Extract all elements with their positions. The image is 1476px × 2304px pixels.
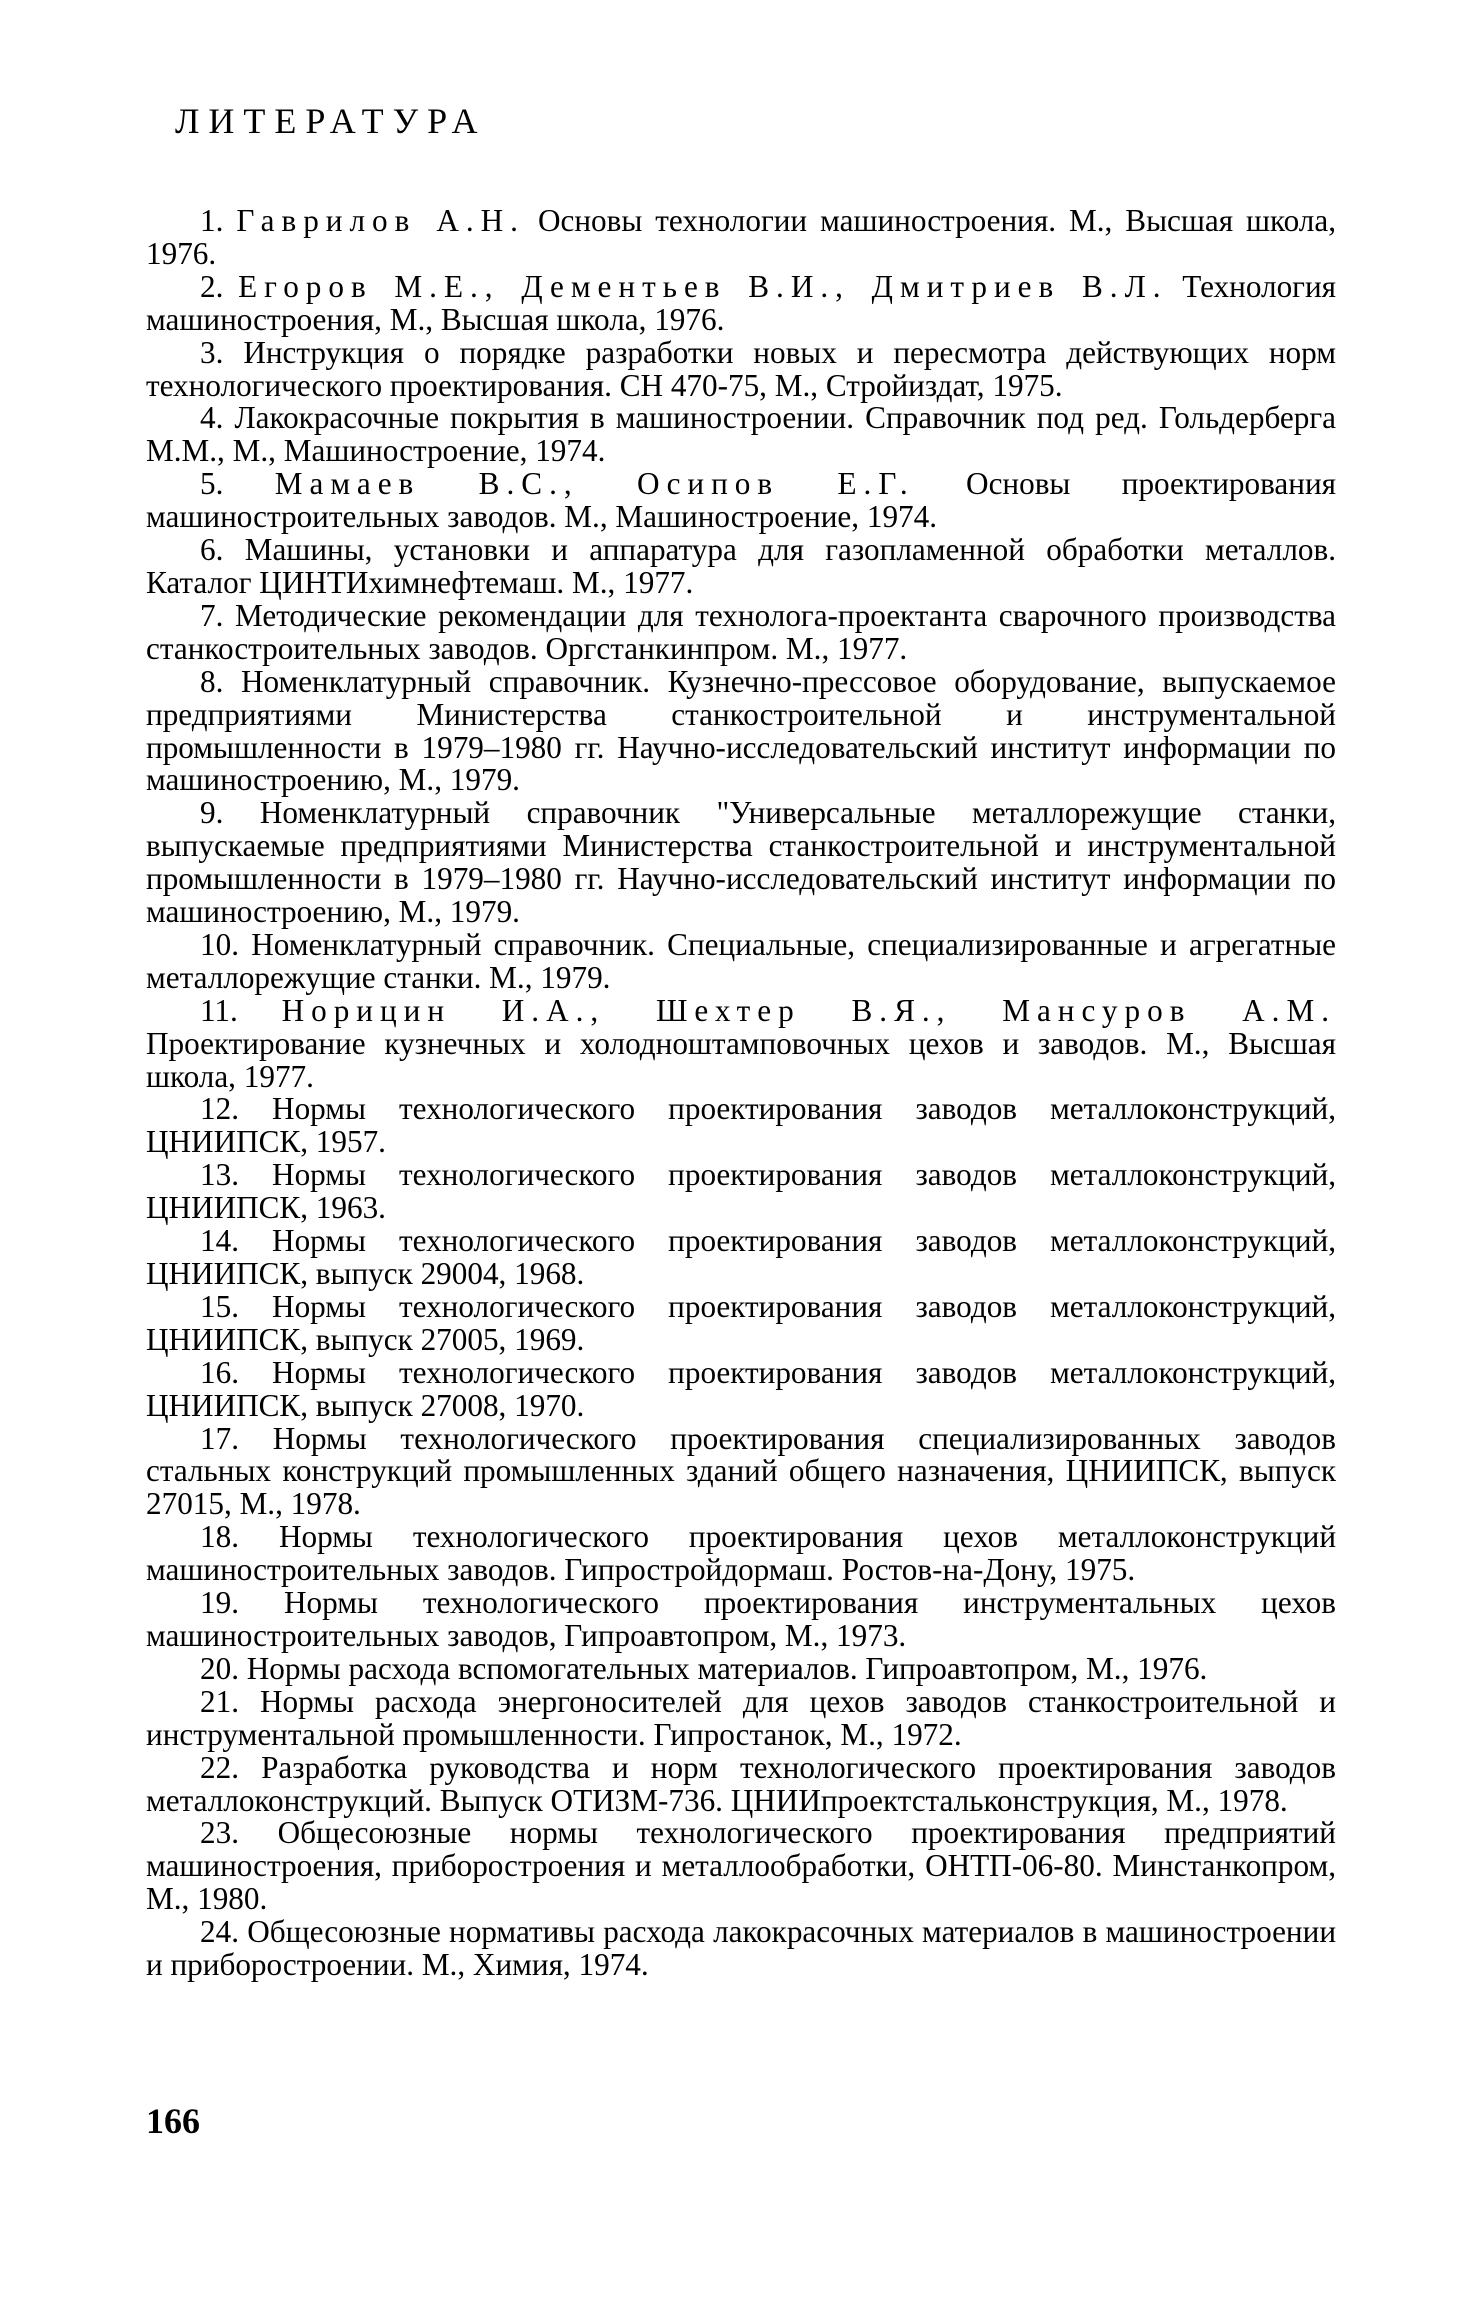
- reference-item: [146, 1288, 1336, 1357]
- reference-item: [146, 1683, 1337, 1752]
- reference-authors: Егоров М.Е., Дементьев В.И., Дмитриев В.Л.: [238, 268, 1168, 304]
- reference-text: Проектирование кузнечных и холодноштамповочных цехов и заводов. М., Высшая школа, 1977.: [146, 1025, 1336, 1094]
- reference-text: Машины, установки и аппаратура для газопламенной обработки металлов. Каталог ЦИНТИхимнефтемаш. М., 1977.: [146, 532, 1337, 600]
- reference-text: Нормы расхода вспомогательных материалов. Гипроавтопром, М., 1976.: [246, 1650, 1208, 1686]
- reference-text: Номенклатурный справочник. Специальные, специализированные и агрегатные металлорежущие станки. М., 1979.: [146, 926, 1337, 995]
- reference-text: Технология машиностроения, М., Высшая школа, 1976.: [146, 268, 1337, 337]
- reference-item: [146, 1916, 1336, 1982]
- reference-item: [146, 1093, 1336, 1159]
- reference-item: [146, 1521, 1336, 1587]
- reference-item: [146, 1817, 1336, 1916]
- reference-text: Основы технологии машиностроения. М., Высшая школа, 1976.: [146, 203, 1337, 271]
- reference-item: [146, 992, 1337, 1094]
- reference-item: [146, 1749, 1336, 1818]
- reference-text: Нормы технологического проектирования инструментальных цехов машиностроительных заводов, Гипроавтопром, М., 1973.: [146, 1585, 1336, 1653]
- reference-number: 22.: [200, 1749, 239, 1785]
- reference-text: Инструкция о порядке разработки новых и пересмотра действующих норм технологического проектирования. СН 470-75, М., Стройиздат, 1975.: [146, 334, 1337, 403]
- reference-number: 10.: [200, 926, 239, 962]
- reference-number: 9.: [200, 795, 224, 831]
- reference-text: Нормы расхода энергоносителей для цехов заводов станкостроительной и инструментальной промышленности. Гипростанок, М., 1972.: [146, 1683, 1337, 1752]
- reference-text: Номенклатурный справочник "Универсальные металлорежущие станки, выпускаемые предприятиями Министерства станкостроительной и инструментальной промышленности в 1979–1980 гг. Научно-исследовательский институт информации по машиностроению, М., 1979.: [146, 795, 1337, 930]
- reference-number: 7.: [200, 597, 224, 633]
- reference-number: 16.: [200, 1354, 239, 1390]
- reference-number: 17.: [200, 1420, 239, 1456]
- reference-number: 18.: [200, 1519, 239, 1555]
- reference-item: [146, 205, 1336, 271]
- reference-item: [146, 926, 1337, 995]
- reference-number: 12.: [200, 1091, 239, 1127]
- reference-number: 6.: [200, 532, 224, 568]
- reference-item: [146, 1420, 1336, 1522]
- reference-number: 21.: [200, 1683, 239, 1719]
- page-number: 166: [146, 2101, 200, 2141]
- reference-number: 3.: [200, 334, 224, 370]
- reference-text: Разработка руководства и норм технологического проектирования заводов металлоконструкций. Выпуск ОТИЗМ-736. ЦНИИпроектстальконструкция, М., 1978.: [146, 1749, 1336, 1818]
- reference-text: Лакокрасочные покрытия в машиностроении. Справочник под ред. Гольдерберга М.М., М., Машиностроение, 1974.: [146, 400, 1336, 469]
- reference-text: Нормы технологического проектирования заводов металлоконструкций, ЦНИИПСК, выпуск 27008, 1970.: [146, 1354, 1336, 1423]
- reference-text: Нормы технологического проектирования специализированных заводов стальных конструкций промышленных зданий общего назначения, ЦНИИПСК, выпуск 27015, М., 1978.: [146, 1420, 1336, 1522]
- reference-number: 1.: [200, 203, 224, 238]
- reference-item: [146, 1159, 1336, 1225]
- reference-item: [146, 1354, 1336, 1423]
- reference-text: Нормы технологического проектирования заводов металлоконструкций, ЦНИИПСК, выпуск 29004, 1968.: [146, 1223, 1336, 1291]
- reference-number: 4.: [200, 400, 224, 436]
- reference-text: Основы проектирования машиностроительных заводов. М., Машиностроение, 1974.: [146, 466, 1337, 535]
- reference-item: [146, 334, 1337, 403]
- reference-number: 8.: [200, 663, 224, 699]
- reference-item: [146, 797, 1336, 929]
- reference-text: Общесоюзные нормативы расхода лакокрасочных материалов в машиностроении и приборостроении. М., Химия, 1974.: [146, 1914, 1337, 1983]
- reference-text: Нормы технологического проектирования заводов металлоконструкций, ЦНИИПСК, 1963.: [146, 1157, 1336, 1226]
- reference-item: [146, 663, 1336, 798]
- reference-number: 14.: [200, 1223, 239, 1259]
- reference-item: [146, 268, 1337, 337]
- reference-number: 2.: [200, 268, 224, 304]
- reference-text: Нормы технологического проектирования заводов металлоконструкций, ЦНИИПСК, 1957.: [146, 1091, 1336, 1160]
- reference-authors: Норицин И.А., Шехтер В.Я., Мансуров А.М.: [281, 992, 1337, 1028]
- reference-item: [146, 402, 1336, 468]
- reference-authors: Гаврилов А.Н.: [236, 203, 525, 238]
- reference-number: 11.: [200, 992, 238, 1028]
- reference-text: Номенклатурный справочник. Кузнечно-прессовое оборудование, выпускаемое предприятиями Министерства станкостроительной и инструментальной промышленности в 1979–1980 гг. Научно-исследовательский институт информации по машиностроению, М., 1979.: [146, 663, 1336, 798]
- reference-item: [146, 468, 1336, 534]
- reference-text: Общесоюзные нормы технологического проектирования предприятий машиностроения, приборостроения и металлообработки, ОНТП-06-80. Минстанкопром, М., 1980.: [146, 1815, 1336, 1917]
- reference-item: [146, 1587, 1336, 1653]
- reference-item: [146, 597, 1336, 666]
- reference-text: Нормы технологического проектирования заводов металлоконструкций, ЦНИИПСК, выпуск 27005, 1969.: [146, 1288, 1336, 1357]
- reference-item: [146, 1650, 1336, 1686]
- reference-list: [146, 205, 1336, 1982]
- reference-number: 5.: [200, 466, 224, 502]
- reference-number: 24.: [200, 1914, 239, 1950]
- reference-number: 20.: [200, 1650, 239, 1686]
- reference-item: [146, 1225, 1336, 1291]
- reference-number: 13.: [200, 1157, 239, 1193]
- reference-text: Методические рекомендации для технолога-проектанта сварочного производства станкостроительных заводов. Оргстанкинпром. М., 1977.: [146, 597, 1336, 666]
- reference-number: 23.: [200, 1815, 239, 1851]
- reference-number: 19.: [200, 1585, 239, 1621]
- reference-text: Нормы технологического проектирования цехов металлоконструкций машиностроительных заводов. Гипростройдормаш. Ростов-на-Дону, 1975.: [146, 1519, 1337, 1588]
- page-heading: ЛИТЕРАТУРА: [175, 101, 487, 141]
- reference-authors: Мамаев В.С., Осипов Е.Г.: [274, 466, 915, 502]
- reference-number: 15.: [200, 1288, 239, 1324]
- reference-item: [146, 534, 1336, 600]
